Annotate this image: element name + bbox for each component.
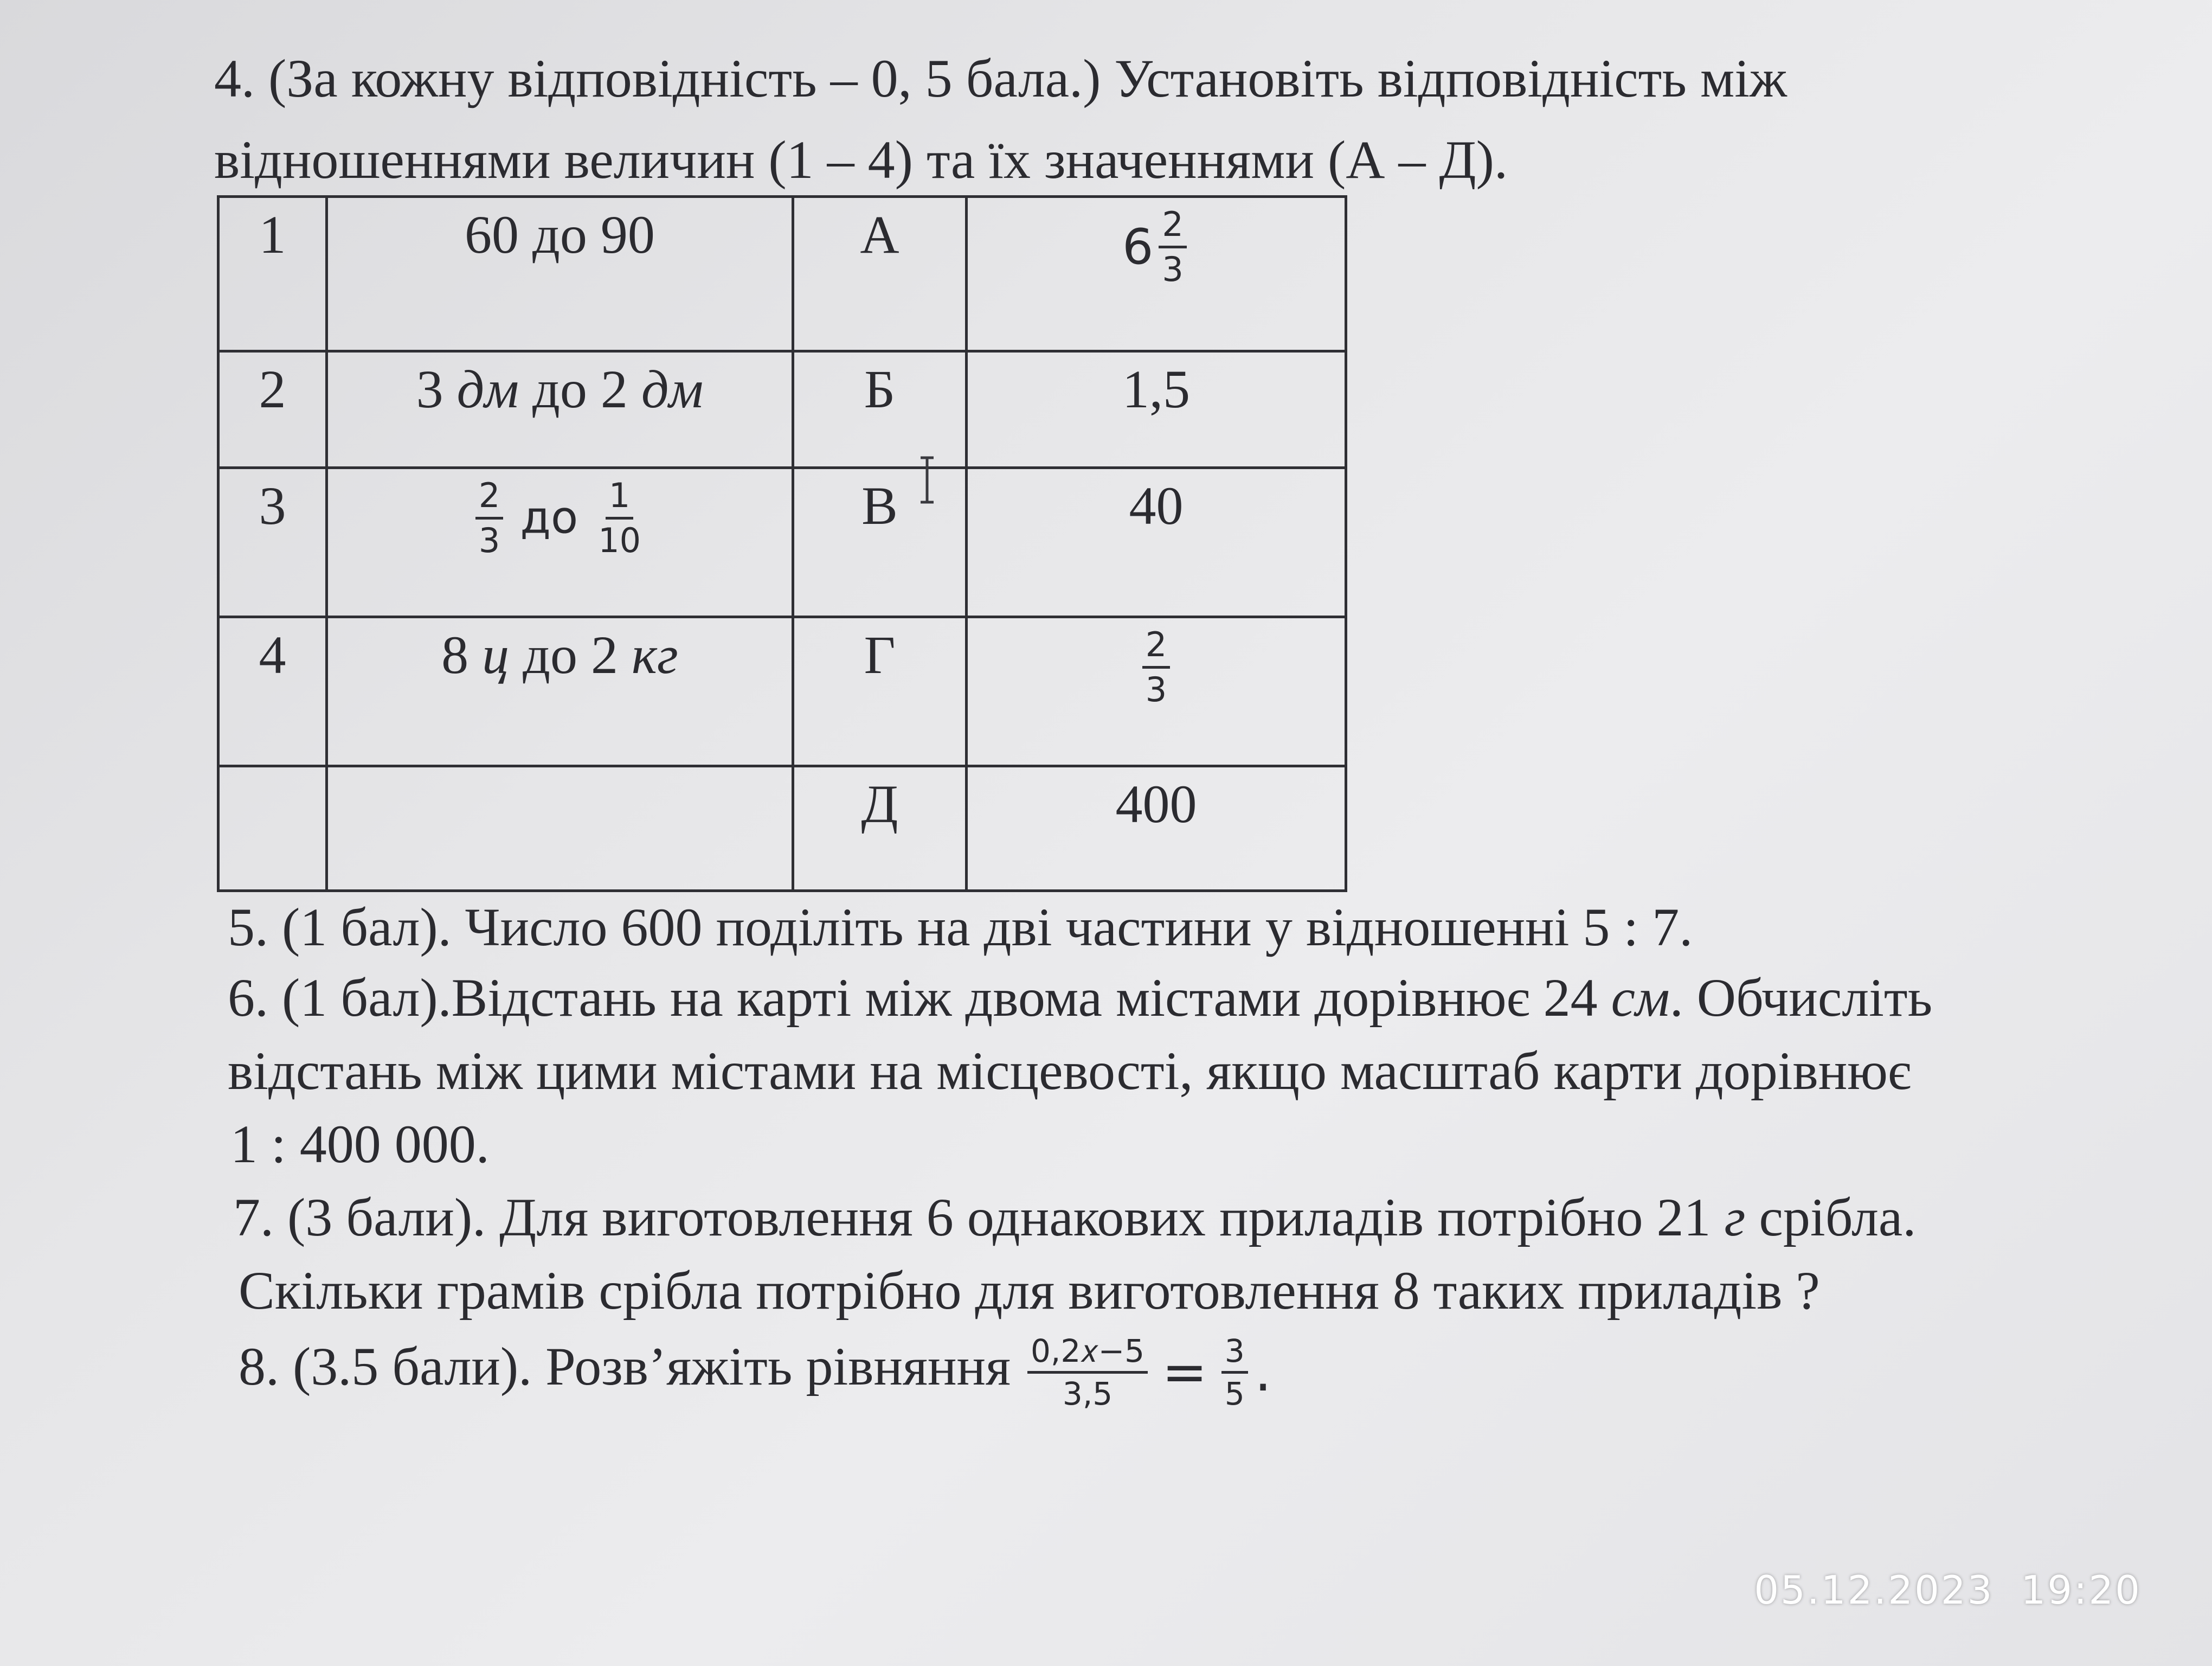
letter-cell: Б (793, 351, 967, 468)
row-number: 1 (218, 197, 327, 351)
mixed-number: 6 $\frac{2}{3}$ (1122, 208, 1190, 286)
photo-timestamp: 05.12.2023 19:20 (1754, 1567, 2142, 1613)
letter-cell: Д (793, 766, 967, 891)
row-number (218, 766, 327, 891)
task7-line2: Скільки грамів срібла потрібно для виготовлення 8 таких приладів ? (239, 1260, 1820, 1321)
task4-line2: відношеннями величин (1 – 4) та їх значеннями (А – Д). (214, 130, 1508, 190)
text-cursor-icon (916, 456, 938, 504)
ratio-cell: 60 до 90 (327, 197, 793, 351)
task6-line3: 1 : 400 000. (230, 1114, 490, 1174)
ratio-cell (327, 766, 793, 891)
row-number: 3 (218, 468, 327, 617)
value-cell (967, 197, 1346, 351)
row-number: 4 (218, 617, 327, 766)
matching-table (217, 195, 1347, 892)
task5-line: 5. (1 бал). Число 600 поділіть на дві частини у відношенні 5 : 7. (228, 897, 1693, 957)
table-row (218, 197, 1346, 351)
table-row (218, 468, 1346, 617)
ratio-cell: 8 ц до 2 кг (327, 617, 793, 766)
value-cell: 1,5 (967, 351, 1346, 468)
table-row (218, 351, 1346, 468)
value-cell: $\frac{2}{3}$ (967, 617, 1346, 766)
value-cell: 40 (967, 468, 1346, 617)
letter-cell: А (793, 197, 967, 351)
letter-cell: Г (793, 617, 967, 766)
task6-line1: 6. (1 бал).Відстань на карті між двома містами дорівнює 24 см. Обчисліть (228, 967, 1933, 1028)
letter-cell: В (793, 468, 967, 617)
table-row (218, 766, 1346, 891)
equation: $\frac{\text{0,2𝑥−5}}{3,5}$ = $\frac{3}{5}$ . (1024, 1323, 1272, 1421)
table-row (218, 617, 1346, 766)
row-number: 2 (218, 351, 327, 468)
ratio-cell: 3 дм до 2 дм (327, 351, 793, 468)
task4-line1: 4. (За кожну відповідність – 0, 5 бала.) Установіть відповідність між (214, 48, 1787, 108)
value-cell: 400 (967, 766, 1346, 891)
ratio-cell: $\frac{2}{3}$ до $\frac{1}{10}$ (327, 468, 793, 617)
task8-line: 8. (3.5 бали). Розв’яжіть рівняння $\frac{\text{0,2𝑥−5}}{3,5}$ = $\frac{3}{5}$ . (239, 1318, 1272, 1421)
task6-line2: відстань між цими містами на місцевості, якщо масштаб карти дорівнює (228, 1041, 1911, 1101)
task7-line1: 7. (3 бали). Для виготовлення 6 однакових приладів потрібно 21 г срібла. (233, 1187, 1917, 1247)
